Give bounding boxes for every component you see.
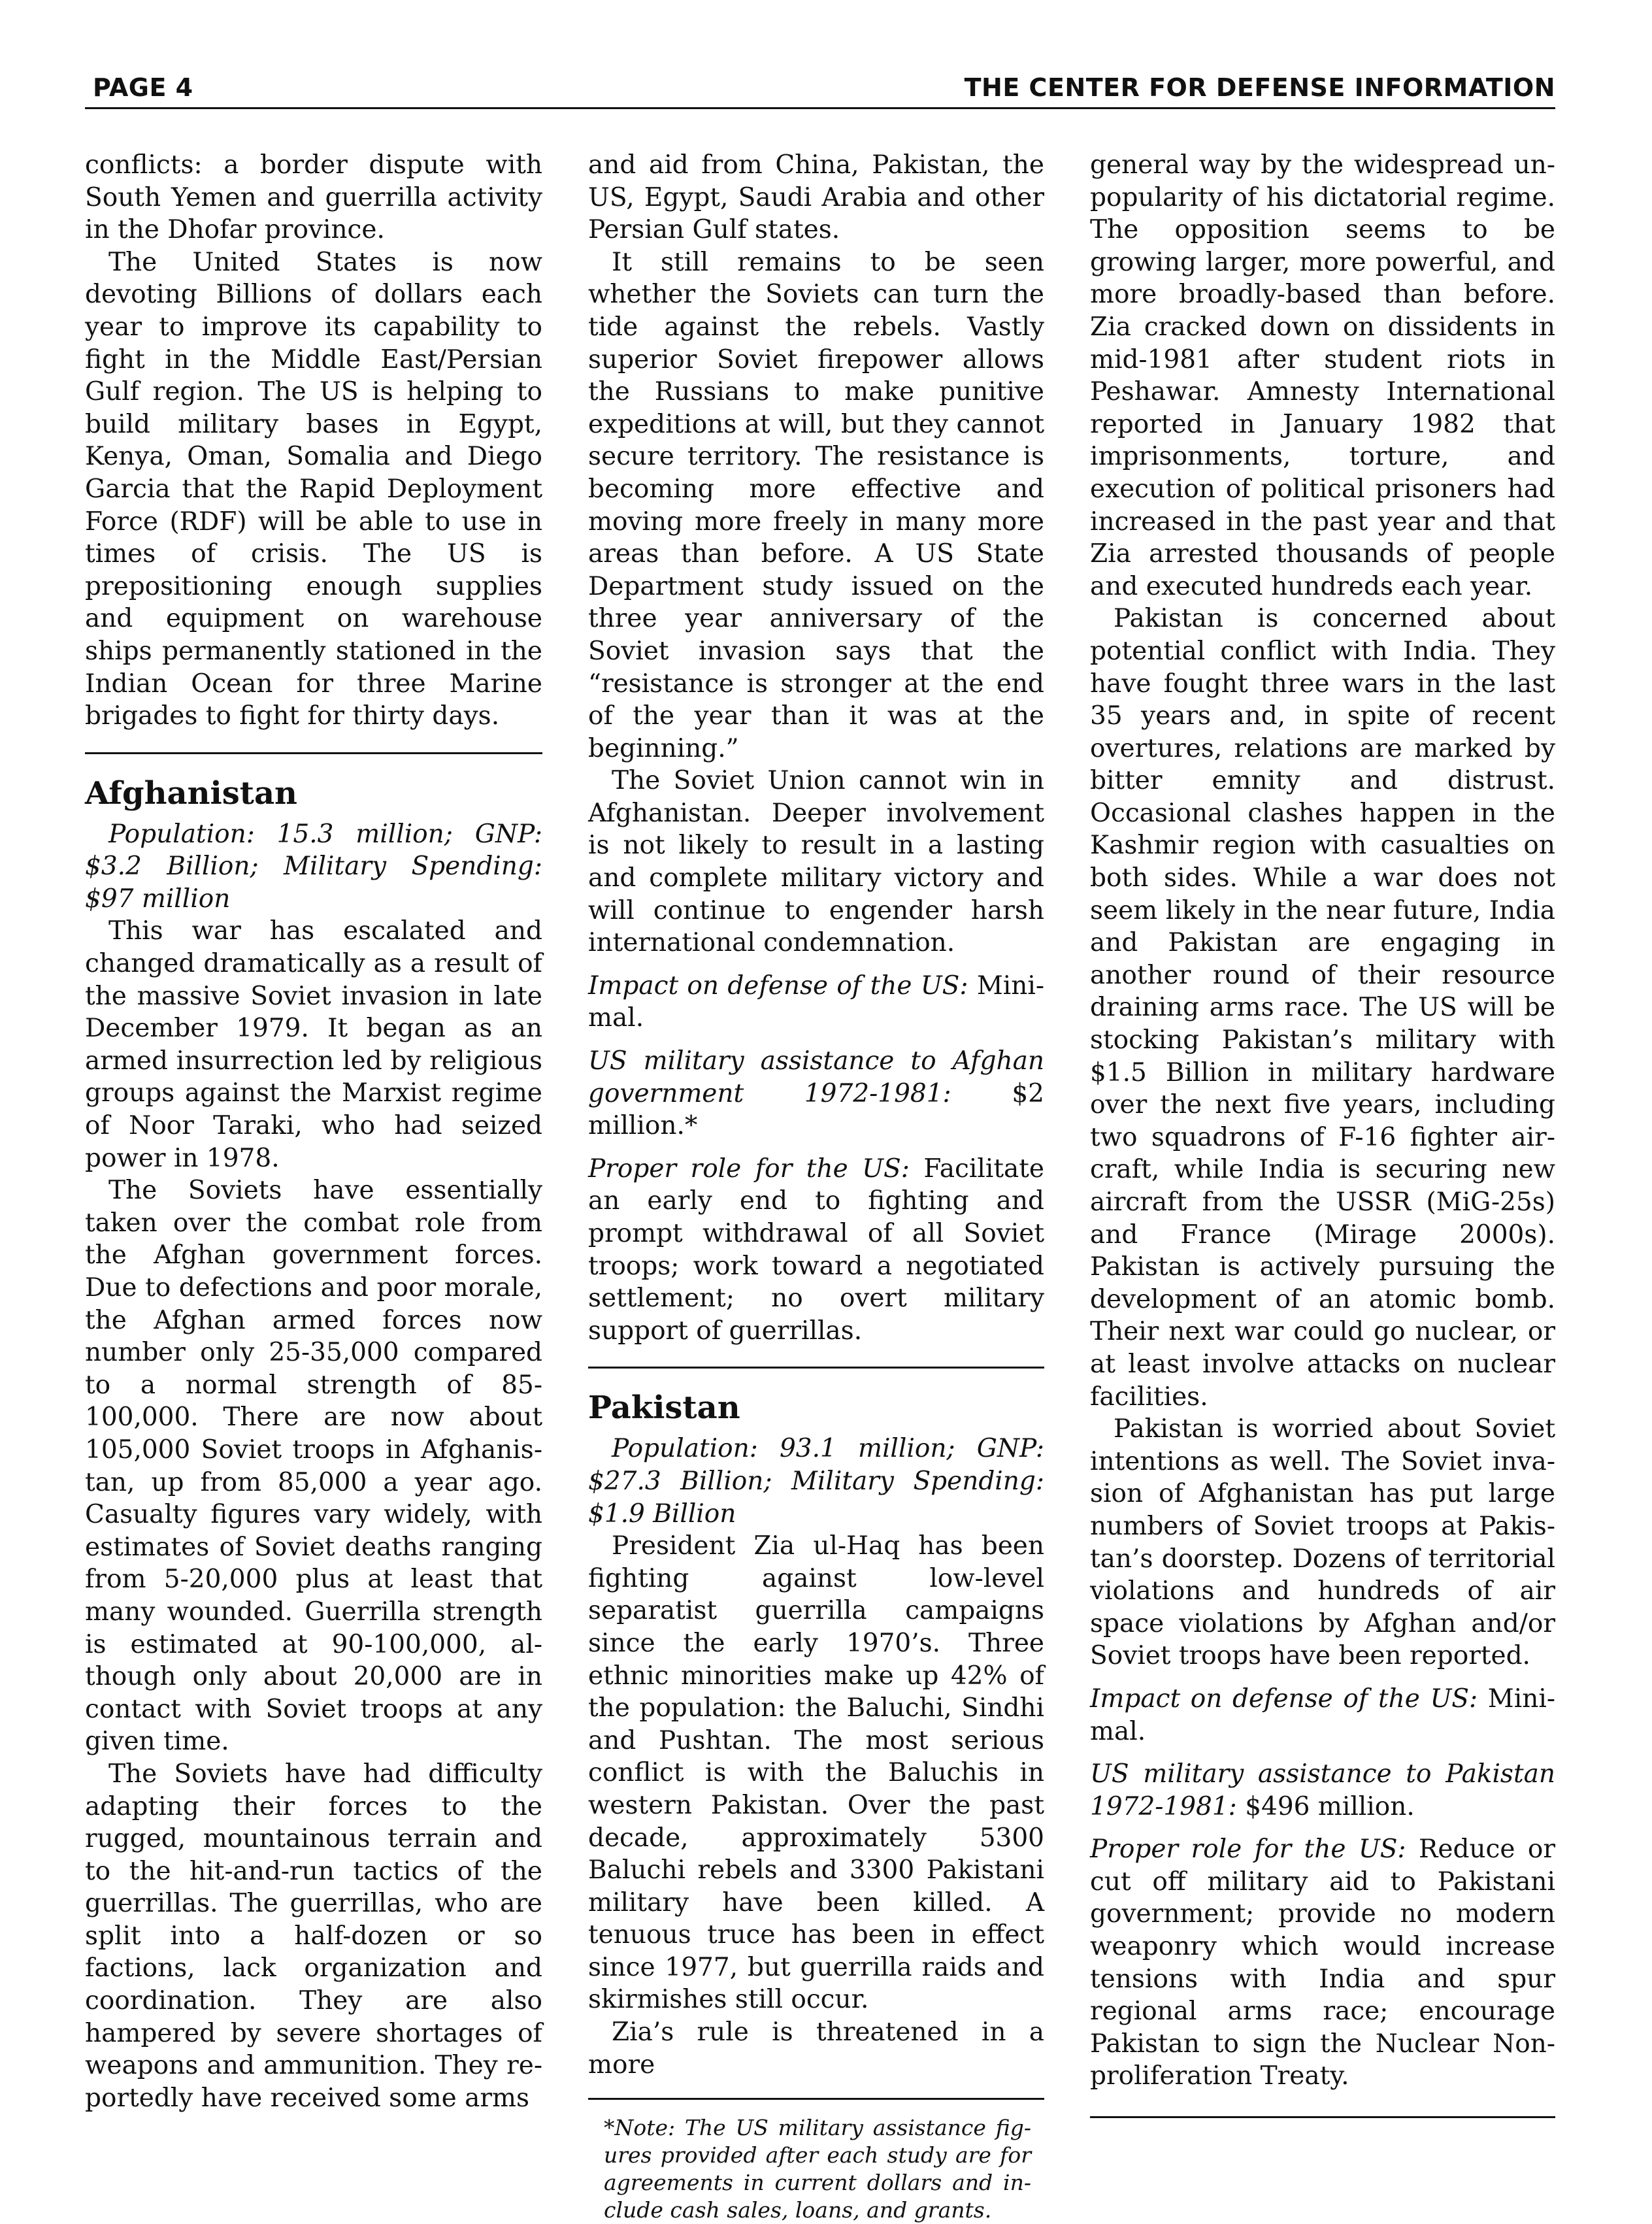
paragraph: The Soviet Union cannot win in Afghanistan. Deeper involvement is not likely to result in a lasting and complete military victory and will continue to engender harsh international condemnation. bbox=[588, 766, 1044, 958]
column-3 bbox=[1090, 149, 1555, 2118]
paragraph: The Soviets have essentially taken over the combat role from the Afghan government forces. Due to defections and poor morale, the Afghan armed forces now number only 25-35,000 compared to a normal strength of 85-100,000. There are now about 105,000 Soviet troops in Afghanistan, up from 85,000 a year ago. Casualty figures vary widely, with estimates of Soviet deaths ranging from 5-20,000 plus at least that many wounded. Guerrilla strength is estimated at 90-100,000, although only about 20,000 are in contact with Soviet troops at any given time. bbox=[85, 1176, 542, 1757]
role-statement bbox=[588, 1153, 1044, 1348]
impact-statement bbox=[1090, 1683, 1555, 1748]
assistance-value: $2 million.* bbox=[588, 1078, 1044, 1141]
impact-value: Minimal. bbox=[588, 971, 1045, 1033]
role-value: Reduce or cut off military aid to Pakistani government; provide no modern weaponry which would increase tensions with India and spur regional arms race; encourage Pakistan to sign the Nuclear Non-proliferation Treaty. bbox=[1090, 1834, 1555, 2091]
publication-name: THE CENTER FOR DEFENSE INFORMATION bbox=[964, 73, 1555, 102]
role-statement bbox=[1090, 1833, 1555, 2093]
page-header bbox=[85, 71, 1555, 109]
paragraph: conflicts: a border dispute with South Yemen and guerrilla activity in the Dhofar province. bbox=[85, 150, 542, 245]
impact-label: Impact on defense of the US: bbox=[588, 971, 968, 1001]
footnote: *Note: The US military assistance figures provided after each study are for agreements in current dollars and include cash sales, loans, and grants. bbox=[588, 2098, 1044, 2224]
section-heading-afghanistan: Afghanistan bbox=[85, 774, 297, 812]
country-stats: Population: 93.1 million; GNP: $27.3 Billion; Military Spending: $1.9 Billion bbox=[588, 1434, 1044, 1529]
paragraph: The Soviets have had difficulty adapting their forces to the rugged, mountainous terrain and to the hit-and-run tactics of the guerrillas. The guerrillas, who are split into a half-dozen or so factions, lack organization and coordination. They are also hampered by severe shortages of weapons and ammunition. They reportedly have received some arms bbox=[85, 1759, 542, 2113]
role-value: Facilitate an early end to fighting and prompt withdrawal of all Soviet troops; work toward a negotiated settlement; no overt military support of guerrillas. bbox=[588, 1153, 1044, 1346]
assistance-statement bbox=[1090, 1758, 1555, 1823]
paragraph: The United States is now devoting Billions of dollars each year to improve its capability to fight in the Middle East/Persian Gulf region. The US is helping to build military bases in Egypt, Kenya, Oman, Somalia and Diego Garcia that the Rapid Deployment Force (RDF) will be able to use in times of crisis. The US is prepositioning enough supplies and equipment on warehouse ships permanently stationed in the Indian Ocean for three Marine brigades to fight for thirty days. bbox=[85, 247, 542, 731]
section-heading-pakistan: Pakistan bbox=[588, 1389, 740, 1427]
paragraph: This war has escalated and changed dramatically as a result of the massive Soviet invasion in late December 1979. It began as an armed insurrection led by religious groups against the Marxist regime of Noor Taraki, who had seized power in 1978. bbox=[85, 916, 542, 1173]
section-divider bbox=[588, 1367, 1044, 1369]
paragraph: Pakistan is worried about Soviet intentions as well. The Soviet invasion of Afghanistan has put large numbers of Soviet troops at Pakistan’s doorstep. Dozens of territorial violations and hundreds of air space violations by Afghan and/or Soviet troops have been reported. bbox=[1090, 1414, 1555, 1671]
country-stats: Population: 15.3 million; GNP: $3.2 Billion; Military Spending: $97 million bbox=[85, 819, 542, 914]
paragraph: general way by the widespread unpopularity of his dictatorial regime. The opposition seems to be growing larger, more powerful, and more broadly-based than before. Zia cracked down on dissidents in mid-1981 after student riots in Peshawar. Amnesty International reported in January 1982 that imprisonments, torture, and execution of political prisoners had increased in the past year and that Zia arrested thousands of people and executed hundreds each year. bbox=[1090, 150, 1555, 601]
assistance-label: US military assistance to Afghan government 1972-1981: bbox=[588, 1046, 1044, 1108]
role-label: Proper role for the US: bbox=[588, 1153, 910, 1184]
paragraph: Pakistan is concerned about potential conflict with India. They have fought three wars in the last 35 years and, in spite of recent overtures, relations are marked by bitter emnity and distrust. Occasional clashes happen in the Kashmir region with casualties on both sides. While a war does not seem likely in the near future, India and Pakistan are engaging in another round of their resource draining arms race. The US will be stocking Pakistan’s military with $1.5 Billion in military hardware over the next five years, including two squadrons of F-16 fighter aircraft, while India is securing new aircraft from the USSR (MiG-25s) and France (Mirage 2000s). Pakistan is actively pursuing the development of an atomic bomb. Their next war could go nuclear, or at least involve attacks on nuclear facilities. bbox=[1090, 604, 1555, 1412]
impact-value: Minimal. bbox=[1090, 1684, 1555, 1746]
section-end-rule bbox=[1090, 2116, 1555, 2118]
paragraph: It still remains to be seen whether the Soviets can turn the tide against the rebels. Vastly superior Soviet firepower allows the Russians to make punitive expeditions at will, but they cannot secure territory. The resistance is becoming more effective and moving more freely in many more areas than before. A US State Department study issued on the three year anniversary of the Soviet invasion says that the “resistance is stronger at the end of the year than it was at the beginning.” bbox=[588, 247, 1044, 763]
section-divider bbox=[85, 752, 542, 754]
assistance-value: $496 million. bbox=[1236, 1791, 1415, 1821]
paragraph: and aid from China, Pakistan, the US, Egypt, Saudi Arabia and other Persian Gulf states. bbox=[588, 150, 1044, 245]
page-number: PAGE 4 bbox=[93, 73, 193, 102]
assistance-label: US military assistance to Pakistan 1972-1981: bbox=[1090, 1759, 1555, 1821]
paragraph: President Zia ul-Haq has been fighting against low-level separatist guerrilla campaigns since the early 1970’s. Three ethnic minorities make up 42% of the population: the Baluchi, Sindhi and Pushtan. The most serious conflict is with the Baluchis in western Pakistan. Over the past decade, approximately 5300 Baluchi rebels and 3300 Pakistani military have been killed. A tenuous truce has been in effect since 1977, but guerrilla raids and skirmishes still occur. bbox=[588, 1531, 1044, 2015]
impact-label: Impact on defense of the US: bbox=[1090, 1684, 1478, 1714]
assistance-statement bbox=[588, 1045, 1044, 1142]
paragraph: Zia’s rule is threatened in a more bbox=[588, 2017, 1044, 2080]
role-label: Proper role for the US: bbox=[1090, 1834, 1406, 1865]
column-1 bbox=[85, 149, 542, 2114]
impact-statement bbox=[588, 970, 1044, 1035]
column-2 bbox=[588, 149, 1044, 2224]
